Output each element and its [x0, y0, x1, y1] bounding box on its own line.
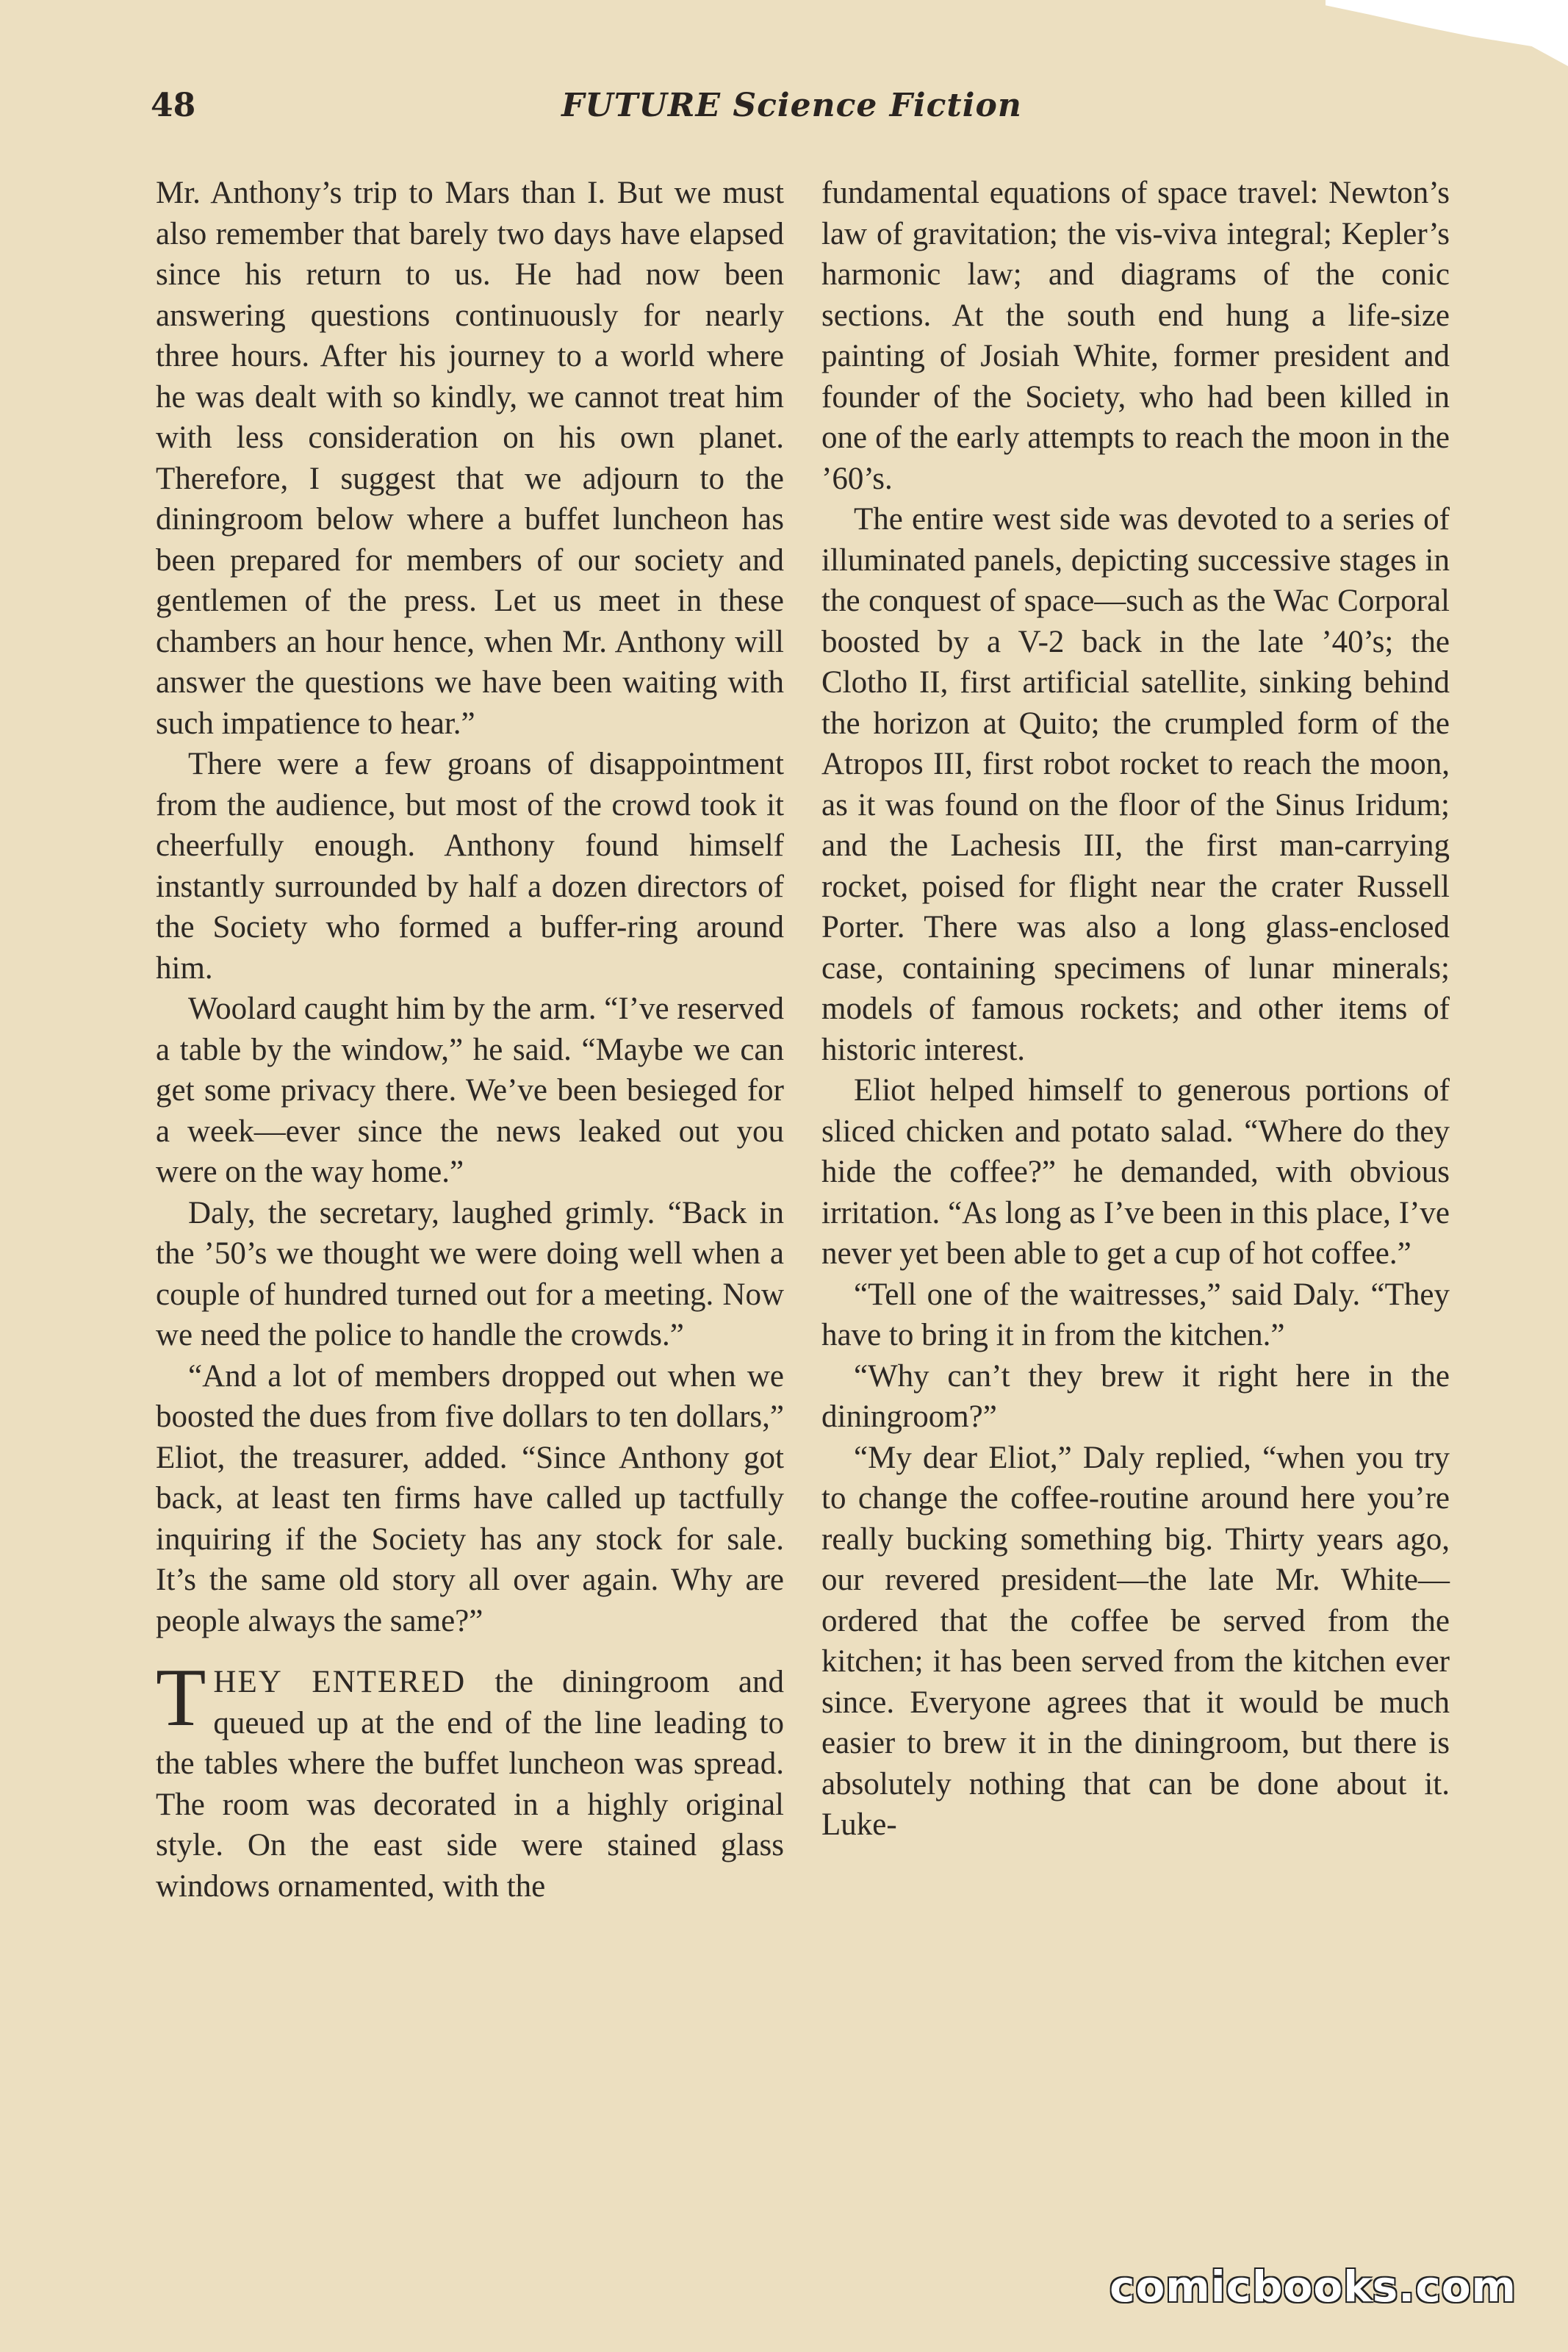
paragraph: “My dear Eliot,” Daly replied, “when you try to change the coffee-routine around here you’re really bucking something big. Thirty years ago, our revered president—the late Mr. White—ordered that the coffee be served from the kitchen; it has been served from the kitchen ever since. Everyone agrees that it would be much easier to brew it in the diningroom, but there is absolutely nothing that can be done about it. Luke-	[821, 1440, 1450, 1842]
paragraph: There were a few groans of disappointment from the audience, but most of the crowd took it cheerfully enough. Anthony found himself instantly surrounded by half a dozen directors of the Society who formed a buffer-ring around him.	[156, 747, 784, 986]
paragraph: Daly, the secretary, laughed grimly. “Back in the ’50’s we thought we were doing well when a couple of hundred turned out for a meeting. Now we need the police to handle the crowds.”	[156, 1195, 784, 1352]
paragraph: Woolard caught him by the arm. “I’ve reserved a table by the window,” he said. “Maybe we can get some privacy there. We’ve been besieged for a week—ever since the news leaked out you were on the way home.”	[156, 992, 784, 1189]
page-number: 48	[151, 87, 196, 124]
site-watermark: comicbooks.com	[1110, 2262, 1517, 2312]
left-column	[156, 173, 784, 1907]
paragraph: The entire west side was devoted to a series of illuminated panels, depicting successive stages in the conquest of space—such as the Wac Corporal boosted by a V-2 back in the late ’40’s; the Clotho II, first artificial satellite, sinking behind the horizon at Quito; the crumpled form of the Atropos III, first robot rocket to reach the moon, as it was found on the floor of the Sinus Iridum; and the Lachesis III, the first man-carrying rocket, poised for flight near the crater Russell Porter. There was also a long glass-enclosed case, containing specimens of lunar minerals; models of famous rockets; and other items of historic interest.	[821, 502, 1450, 1067]
section-text: the diningroom and queued up at the end of the line leading to the tables where the buffet luncheon was spread. The room was decorated in a highly original style. On the east side were stained glass windows ornamented, with the	[156, 1665, 784, 1904]
section-opening-paragraph	[156, 1652, 784, 1907]
right-column	[821, 173, 1450, 1846]
section-lead-in: HEY ENTERED	[213, 1665, 467, 1699]
drop-cap: T	[156, 1652, 206, 1743]
running-head: FUTURE Science Fiction	[561, 87, 1022, 124]
paragraph: “Tell one of the waitresses,” said Daly. “They have to bring it in from the kitchen.”	[821, 1277, 1450, 1352]
paragraph: fundamental equations of space travel: Newton’s law of gravitation; the vis-viva integral; Kepler’s harmonic law; and diagrams of the conic sections. At the south end hung a life-size painting of Josiah White, former president and founder of the Society, who had been killed in one of the early attempts to reach the moon in the ’60’s.	[821, 176, 1450, 496]
paragraph: Mr. Anthony’s trip to Mars than I. But we must also remember that barely two days have elapsed since his return to us. He had now been answering questions continuously for nearly three hours. After his journey to a world where he was dealt with so kindly, we cannot treat him with less consideration on his own planet. Therefore, I suggest that we adjourn to the diningroom below where a buffet luncheon has been prepared for members of our society and gentlemen of the press. Let us meet in these chambers an hour hence, when Mr. Anthony will answer the questions we have been waiting with such impatience to hear.”	[156, 176, 784, 741]
torn-corner	[1326, 0, 1568, 66]
paragraph: “And a lot of members dropped out when we boosted the dues from five dollars to ten dollars,” Eliot, the treasurer, added. “Since Anthony got back, at least ten firms have called up tactfully inquiring if the Society has any stock for sale. It’s the same old story all over again. Why are people always the same?”	[156, 1358, 784, 1638]
page-header	[151, 87, 1433, 138]
paragraph: Eliot helped himself to generous portions of sliced chicken and potato salad. “Where do they hide the coffee?” he demanded, with obvious irritation. “As long as I’ve been in this place, I’ve never yet been able to get a cup of hot coffee.”	[821, 1073, 1450, 1271]
paragraph: “Why can’t they brew it right here in the diningroom?”	[821, 1358, 1450, 1434]
